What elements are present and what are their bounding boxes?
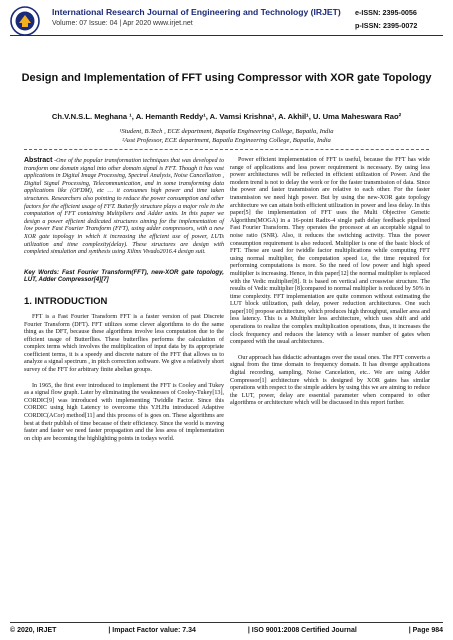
p-issn: p-ISSN: 2395-0072 bbox=[355, 21, 418, 30]
introduction-paragraph-1: FFT is a Fast Fourier Transform FFT is a faster version of past Discrete Fourier Transform (DFT). FFT utilizes some clever algorithms to do the same thing as the DFT, because these algorithms involve less computation due to the efficient usage of Butterflies. These butterflies performs the calculation of complex terms which involves the multiplication of input data by its appropriate coefficient terms, it is a speedy and discrete nature of the FFT that allows us to analyze a signal spectrum , in pitch correction software. We give a relatively short survey of the FFT for arbitrary finite abelian groups. bbox=[24, 313, 224, 374]
abstract-label: Abstract bbox=[24, 157, 53, 164]
abstract bbox=[24, 157, 224, 257]
keywords: Key Words: Fast Fourier Transform(FFT), new-XOR gate topology, LUT, Adder Compressor[4][7] bbox=[24, 268, 224, 284]
author-list: Ch.V.N.S.L. Meghana ¹, A. Hemanth Reddy¹, A. Vamsi Krishna¹, A. Akhil¹, U. Uma Maheswara Rao² bbox=[51, 112, 402, 121]
header-divider bbox=[10, 35, 443, 36]
journal-title: International Research Journal of Engineering and Technology (IRJET) bbox=[52, 7, 341, 17]
journal-header bbox=[0, 0, 453, 40]
e-issn: e-ISSN: 2395-0056 bbox=[355, 8, 417, 17]
footer-copyright: © 2020, IRJET bbox=[10, 627, 57, 634]
affiliation-professor: ²Asst Professor, ECE department, Bapatla Engineering College, Bapatla, India bbox=[122, 137, 331, 144]
right-paragraph-2: Our approach has didactic advantages over the usual ones. The FFT converts a signal from the time domain to frequency domain. It has diverge applications digital recording, sampling, Noise Cancelation, etc.. We are using Adder Compressor[1] architecture which is designed by XOR gates has similar operations with respect to the simple adders by using this we are aiming to reduce the LUT, power, delay are essential parameter when compared to other algorithms or architecture which will be discussed in this report further. bbox=[230, 354, 430, 407]
affiliation-students: ¹Student, B.Tech , ECE department, Bapatla Engineering College, Bapatla, India bbox=[119, 128, 334, 135]
right-column bbox=[230, 157, 430, 408]
footer-iso: | ISO 9001:2008 Certified Journal bbox=[247, 627, 357, 634]
irjet-logo-icon bbox=[10, 6, 40, 36]
footer-impact-factor: | Impact Factor value: 7.34 bbox=[108, 627, 196, 634]
footer-divider bbox=[10, 622, 443, 623]
abstract-text: -One of the popular transformation techniques that was developed to transform one domain signal into other domain signal is FFT. Though it has vast applications in Digital Image Processing, Spectral Analysis, Noise Cancellation , Digital Signal Processing, Telecommunication, and in some transforming data applications like (OFDM), etc … it consumes high power and time taken structures. Researchers also pointing to reduce the power consumption and other factors for the efficient usage of FFT. Butterfly structure plays a major role in the computation of FFT containing Multipliers and Adder units. In this paper we design a power efficient dedicated structures aiming for the implementation of low power Fast Fourier Transform (FFT), using adder compressors, with a new XOR gate topology in which it increasing the efficient use of power, LUTs utilization and time complexity(delay). These structures are design with completed simulation and synthesis using Xilinx Vivado2016.4 design suit. bbox=[24, 158, 224, 256]
section-separator bbox=[24, 149, 429, 150]
introduction-paragraph-2: In 1965, the first ever introduced to implement the FFT is Cooley and Tukey as a signal flow graph. Later by eliminating the weaknesses of Cooley-Tukey[13], CORDIC[9] was introduced with implementing Twiddle Factor. Since this CORDIC using high Latency to overcome this Y.H.Hu introduced Adaptive CORDIC(ACor) method[11] and this process of is goes on. These algorithms are best at their publish of time because of their efficiency. Since the world is moving faster and faster we need faster propagation and the less area of implementation on chip are becoming the highlighting points in todays world. bbox=[24, 382, 224, 442]
right-paragraph-1: Power efficient implementation of FFT is useful, because the FFT has wide range of applications and less power requirement is necessary. By using less power architectures will be reflected in efficient utilization of Power. And the modern trend is not to delay the work or for the faster transmission of data. Since the power and faster transmission are relative to each other. For the faster transmission we need high power. But by using the new-XOR gate topology architecture we can attain both efficient utilization in power and less delay. In this paper[5] the implementation of FFT uses the Multi Objective Genetic Algorithm(MOGA) in a 16-point Radix-4 single path delay feedback pipelined Fast Fourier Transform. They operates the processor at an acceptable signal to noise ratio (SNR). Also, it reduces the switching activity. Thus the power consumption requirement is also reduced. Multiplier is one of the basic block of FFT. These are used for twiddle factor multiplications while computing FFT using normal multiplier, the computation speed i.e, the time required for performing computations is more. So the need of low power and high speed multiplier is increasing. Hence, in this paper[12] the normal multiplier is replaced with the Vedic multiplier[8]. It is based on vertical and crosswise structure. The results of Vedic multiplier [8]compared to normal multiplier is reduced by 50% in time complexity. FFT implementation are quite common without estimating the LUT block utilization, path delay, power reduction architectures. One such paper[10] propose architecture, which produces high throughput, smaller area and less latency. This is a Multiplier less architecture, which uses shift and add operations to realize the complex multiplication operations, thus, it increases the clock frequency and reduces the latency with a lesser number of gates when compared with the usual architectures. bbox=[230, 157, 430, 346]
page-footer bbox=[10, 627, 443, 634]
paper-title: Design and Implementation of FFT using Compressor with XOR gate Topology bbox=[21, 72, 432, 84]
volume-issue-line: Volume: 07 Issue: 04 | Apr 2020 www.irjet.net bbox=[52, 20, 193, 27]
left-column bbox=[24, 157, 224, 443]
footer-page-number: | Page 984 bbox=[408, 627, 443, 634]
introduction-heading: 1. INTRODUCTION bbox=[24, 295, 108, 307]
